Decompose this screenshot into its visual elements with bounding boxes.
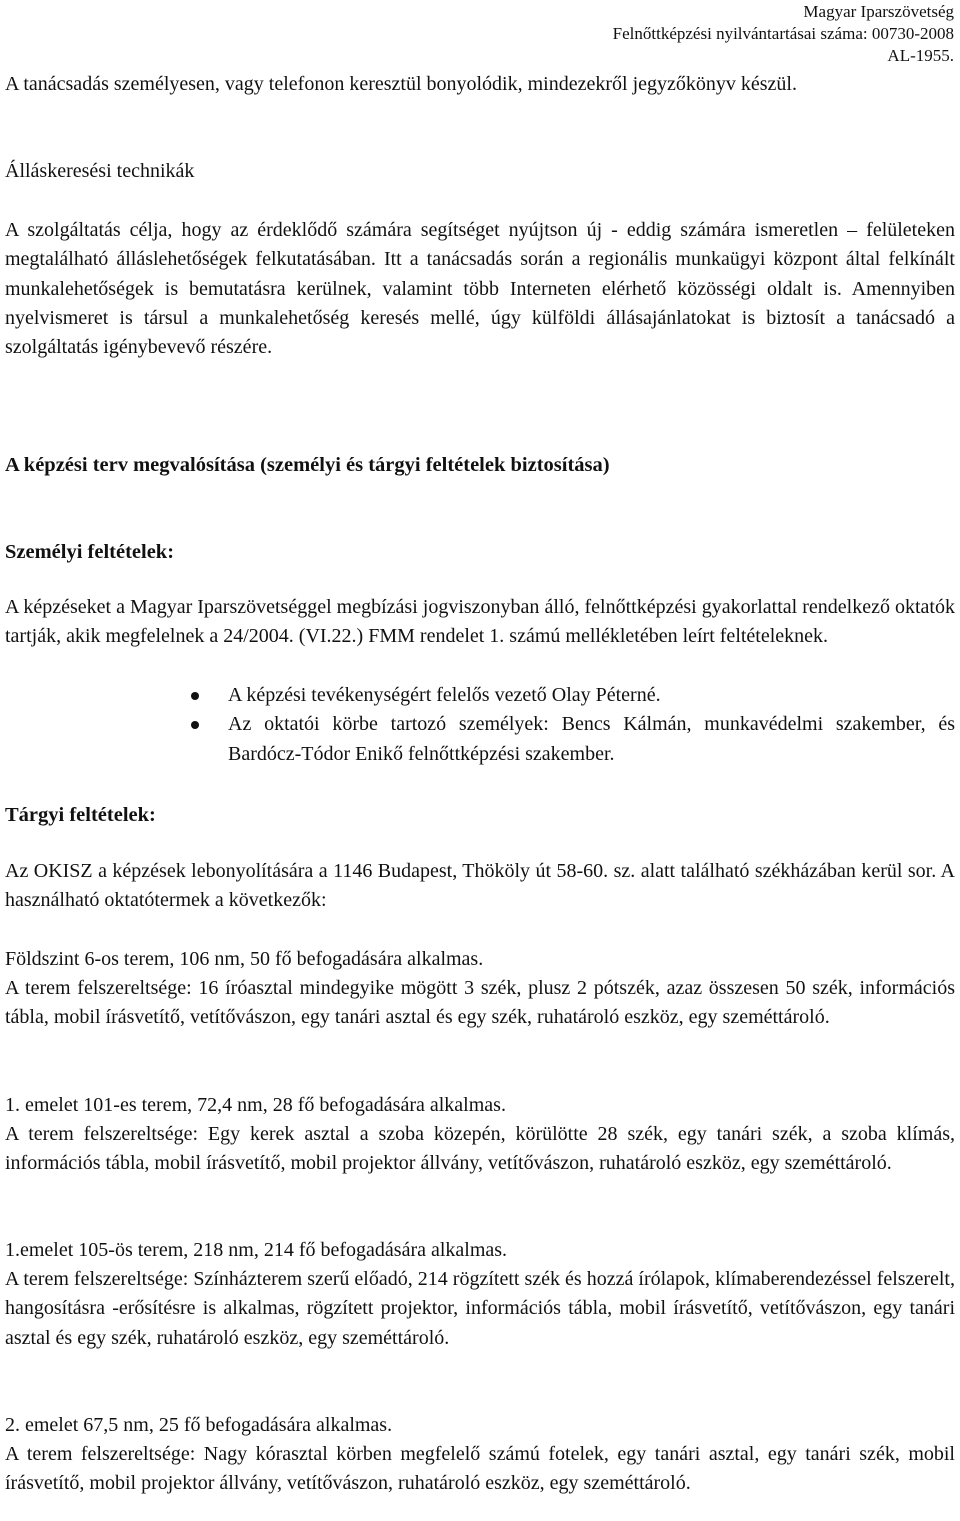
personal-conditions-list (228, 681, 955, 769)
header-accreditation-code: AL-1955. (887, 46, 954, 65)
room-title: 2. emelet 67,5 nm, 25 fő befogadására alkalmas. (5, 1414, 393, 1436)
jobsearch-title: Álláskeresési technikák (5, 160, 195, 182)
list-item-text: A képzési tevékenységért felelős vezető Olay Péterné. (228, 684, 661, 706)
header-organization: Magyar Iparszövetség (803, 2, 954, 21)
room-title: 1. emelet 101-es terem, 72,4 nm, 28 fő befogadására alkalmas. (5, 1094, 506, 1116)
material-conditions-heading: Tárgyi feltételek: (5, 804, 156, 826)
header-registration-number: Felnőttképzési nyilvántartásai száma: 00730-2008 (612, 24, 954, 43)
intro-paragraph: A tanácsadás személyesen, vagy telefonon keresztül bonyolódik, mindezekről jegyzőkönyv készül. (5, 73, 797, 95)
list-item-text: Az oktatói körbe tartozó személyek: Bencs Kálmán, munkavédelmi szakember, és Bardócz-Tódor Enikő felnőttképzési szakember. (228, 713, 955, 765)
room-equipment: A terem felszereltsége: Színházterem szerű előadó, 214 rögzített szék és hozzá írólapok, klímaberendezéssel felszerelt, hangosításra -erősítésre is alkalmas, rögzített projektor, információs tábla, mobil írásvetítő, vetítővászon, egy tanári asztal és egy szék, ruhatároló eszköz, egy szeméttároló. (5, 1268, 955, 1349)
room-title: Földszint 6-os terem, 106 nm, 50 fő befogadására alkalmas. (5, 948, 484, 970)
bullet-icon (191, 692, 199, 700)
list-item (228, 681, 955, 710)
room-title: 1.emelet 105-ös terem, 218 nm, 214 fő befogadására alkalmas. (5, 1239, 508, 1261)
page-header (613, 1, 954, 67)
room-equipment: A terem felszereltsége: Egy kerek asztal a szoba közepén, körülötte 28 szék, egy tanári szék, a szoba klímás, információs tábla, mobil írásvetítő, mobil projektor állvány, vetítővászon, ruhatároló eszköz, egy szeméttároló. (5, 1123, 955, 1175)
jobsearch-paragraph: A szolgáltatás célja, hogy az érdeklődő számára segítséget nyújtson új - eddig számára ismeretlen – felületeken megtalálható álláslehetőségek felkutatásában. Itt a tanácsadás során a regionális munkaügyi központ által felkínált munkalehetőségek is bemutatásra kerülnek, valamint több Interneten elérhető közösségi oldalt is. Amennyiben nyelvismeret is társul a munkalehetőség keresés mellé, úgy külföldi állásajánlatokat is biztosít a tanácsadó a szolgáltatás igénybevevő részére. (5, 219, 955, 359)
plan-heading: A képzési terv megvalósítása (személyi és tárgyi feltételek biztosítása) (5, 454, 610, 476)
personal-conditions-paragraph: A képzéseket a Magyar Iparszövetséggel megbízási jogviszonyban álló, felnőttképzési gyakorlattal rendelkező oktatók tartják, akik megfelelnek a 24/2004. (VI.22.) FMM rendelet 1. számú mellékletében leírt feltételeknek. (5, 596, 955, 648)
room-equipment: A terem felszereltsége: 16 íróasztal mindegyike mögött 3 szék, plusz 2 pótszék, azaz összesen 50 szék, információs tábla, mobil írásvetítő, vetítővászon, egy tanári asztal és egy szék, ruhatároló eszköz, egy szeméttároló. (5, 977, 955, 1029)
list-item (228, 710, 955, 769)
room-equipment: A terem felszereltsége: Nagy kórasztal körben megfelelő számú fotelek, egy tanári asztal, egy tanári szék, mobil írásvetítő, mobil projektor állvány, vetítővászon, ruhatároló eszköz, egy szeméttároló. (5, 1443, 955, 1495)
personal-conditions-heading: Személyi feltételek: (5, 541, 175, 563)
bullet-icon (191, 721, 199, 729)
material-conditions-paragraph: Az OKISZ a képzések lebonyolítására a 1146 Budapest, Thököly út 58-60. sz. alatt található székházában kerül sor. A használható oktatótermek a következők: (5, 860, 955, 912)
